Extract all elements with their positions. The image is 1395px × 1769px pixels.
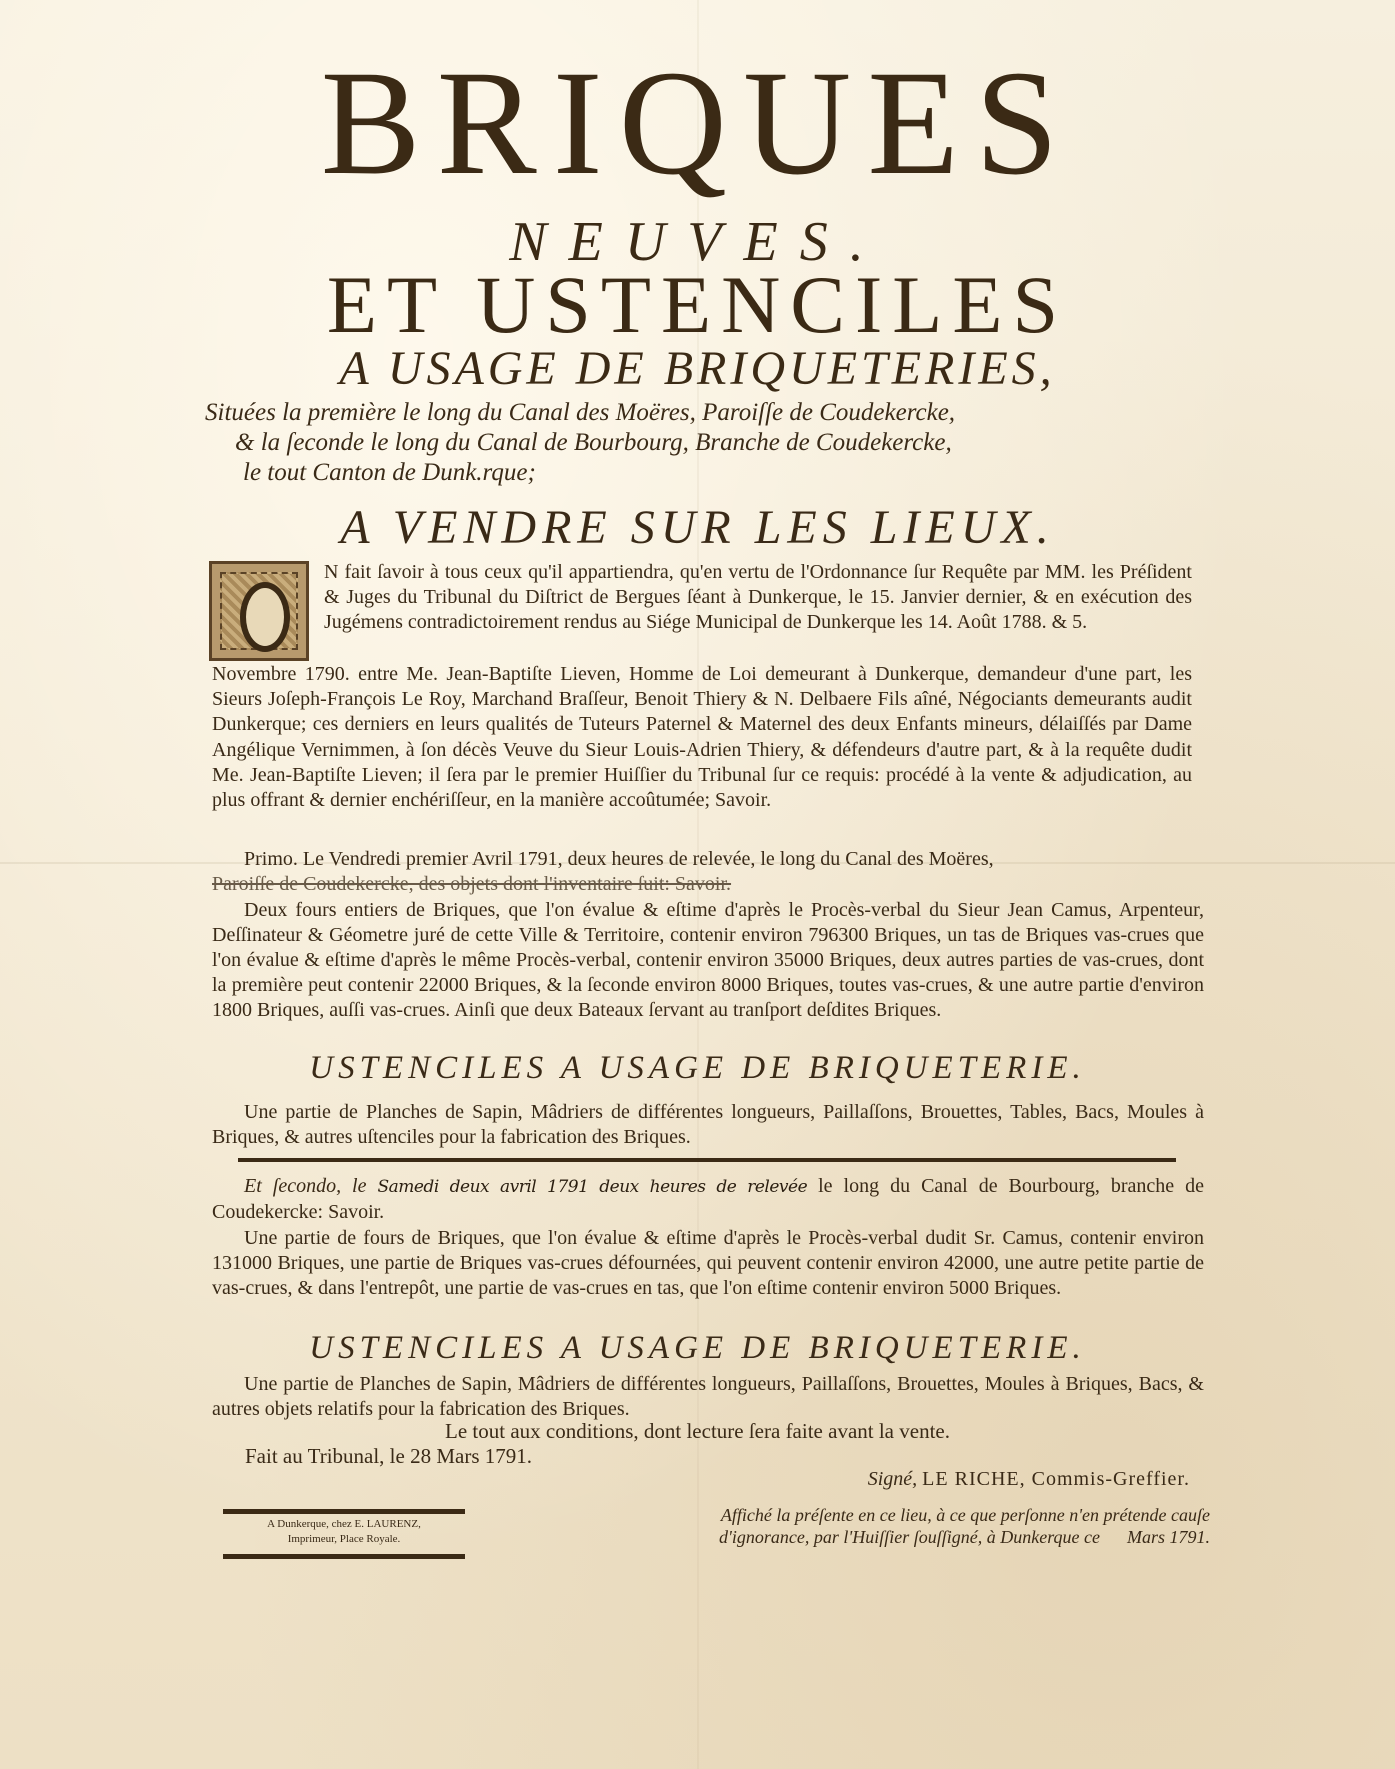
location-description [205, 398, 1205, 488]
primo-struck-text: Paroiſſe de Coudekercke, des objets dont l'inventaire ſuit: Savoir. [212, 873, 732, 895]
section-title-ustenciles-1: USTENCILES A USAGE DE BRIQUETERIE. [309, 1050, 1086, 1086]
location-line-3: le tout Canton de Dunk.rque; [243, 459, 536, 486]
primo-paragraph [212, 847, 1204, 897]
intro-first-lines: N fait ſavoir à tous ceux qu'il appartiendra, qu'en vertu de l'Ordonnance ſur Requête par MM. les Préſident & Juges du Tribunal du Diſtrict de Bergues ſéant à Dunkerque, le 15. Janvier dernier, & en exécution des Jugémens contradictoirement rendus au Siége Municipal de Dunkerque les 14. Août 1788. & 5. [324, 561, 1192, 634]
location-line-1: Situées la première le long du Canal des Moëres, Paroiſſe de Coudekercke, [205, 399, 956, 426]
signature-name: LE RICHE, Commis-Greffier. [922, 1468, 1190, 1490]
signature-line [710, 1468, 1190, 1491]
posting-notice [630, 1504, 1210, 1548]
signature-label: Signé, [867, 1468, 918, 1490]
date-line: Fait au Tribunal, le 28 Mars 1791. [245, 1444, 532, 1468]
section-title-ustenciles-2: USTENCILES A USAGE DE BRIQUETERIE. [309, 1330, 1086, 1366]
intro-paragraph [212, 560, 1192, 813]
ustenciles-list-1: Une partie de Planches de Sapin, Mâdriers de différentes longueurs, Paillaſſons, Brouettes, Tables, Bacs, Moules à Briques, & autres uſtenciles pour la fabrication des Briques. [212, 1101, 1204, 1148]
posting-notice-line-2: d'ignorance, par l'Huiſſier ſouſſigné, à Dunkerque ce Mars 1791. [719, 1527, 1210, 1547]
printer-line-1: A Dunkerque, chez E. LAURENZ, [267, 1518, 421, 1530]
secondo-handwritten-date: Samedi deux avril 1791 deux heures de relevée [377, 1177, 808, 1197]
poster-subtitle-usage: A USAGE DE BRIQUETERIES, [339, 342, 1056, 395]
ustenciles-list-2: Une partie de Planches de Sapin, Mâdriers de différentes longueurs, Paillaſſons, Brouettes, Moules à Briques, Bacs, & autres objets relatifs pour la fabrication des Briques. [212, 1373, 1204, 1420]
posting-notice-line-1: Affiché la préſente en ce lieu, à ce que perſonne n'en prétende cauſe [720, 1505, 1210, 1525]
section-divider-rule [238, 1158, 1176, 1162]
secondo-suffix: le long du Canal de Bourbourg, branche de Coudekercke: Savoir. [212, 1175, 1204, 1223]
poster-title: BRIQUES [320, 40, 1075, 206]
poster-subtitle-ustenciles: ET USTENCILES [326, 259, 1069, 350]
poster-subtitle-neuves: NEUVES. [509, 211, 886, 273]
primo-text: Primo. Le Vendredi premier Avril 1791, deux heures de relevée, le long du Canal des Moëres, [244, 848, 994, 870]
intro-rest: Novembre 1790. entre Me. Jean-Baptiſte Lieven, Homme de Loi demeurant à Dunkerque, demandeur d'une part, les Sieurs Joſeph-François Le Roy, Marchand Braſſeur, Benoit Thiery & N. Delbaere Fils aîné, Négociants demeurants audit Dunkerque; ces derniers en leurs qualités de Tuteurs Paternel & Maternel des deux Enfants mineurs, délaiſſés par Dame Angélique Vernimmen, à ſon décès Veuve du Sieur Louis-Adrien Thiery, & défendeurs d'autre part, & à la requête dudit Me. Jean-Baptiſte Lieven; il ſera par le premier Huiſſier du Tribunal ſur ce requis: procédé à la vente & adjudication, au plus offrant & dernier enchériſſeur, en la manière accoûtumée; Savoir. [212, 663, 1192, 812]
une-partie-paragraph: Une partie de fours de Briques, que l'on évalue & eſtime d'après le Procès-verbal dudit Sr. Camus, contenir environ 131000 Briques, une partie de Briques vas-crues défournées, qui peuvent contenir environ 42000, une autre petite partie de vas-crues, & dans l'entrepôt, une partie de vas-crues en tas, que l'on eſtime contenir environ 5000 Briques. [212, 1227, 1204, 1299]
printer-line-2: Imprimeur, Place Royale. [287, 1533, 401, 1545]
printer-imprint [223, 1509, 465, 1559]
conditions-line: Le tout aux conditions, dont lecture ſera faite avant la vente. [445, 1419, 950, 1443]
deux-fours-paragraph: Deux fours entiers de Briques, que l'on évalue & eſtime d'après le Procès-verbal du Sieur Jean Camus, Arpenteur, Deſſinateur & Géometre juré de cette Ville & Territoire, contenir environ 796300 Briques, un tas de Briques vas-crues que l'on évalue & eſtime d'après le même Procès-verbal, contenir environ 35000 Briques, deux autres parties de vas-crues, dont la première peut contenir 22000 Briques, & la ſeconde environ 8000 Briques, toutes vas-crues, & une autre partie d'environ 1800 Briques, auſſi vas-crues. Ainſi que deux Bateaux ſervant au tranſport deſdites Briques. [212, 899, 1204, 1021]
secondo-prefix: Et ſecondo, le [244, 1175, 367, 1197]
location-line-2: & la ſeconde le long du Canal de Bourbourg, Branche de Coudekercke, [235, 429, 952, 456]
secondo-paragraph [212, 1174, 1204, 1225]
sale-heading: A VENDRE SUR LES LIEUX. [340, 501, 1055, 554]
